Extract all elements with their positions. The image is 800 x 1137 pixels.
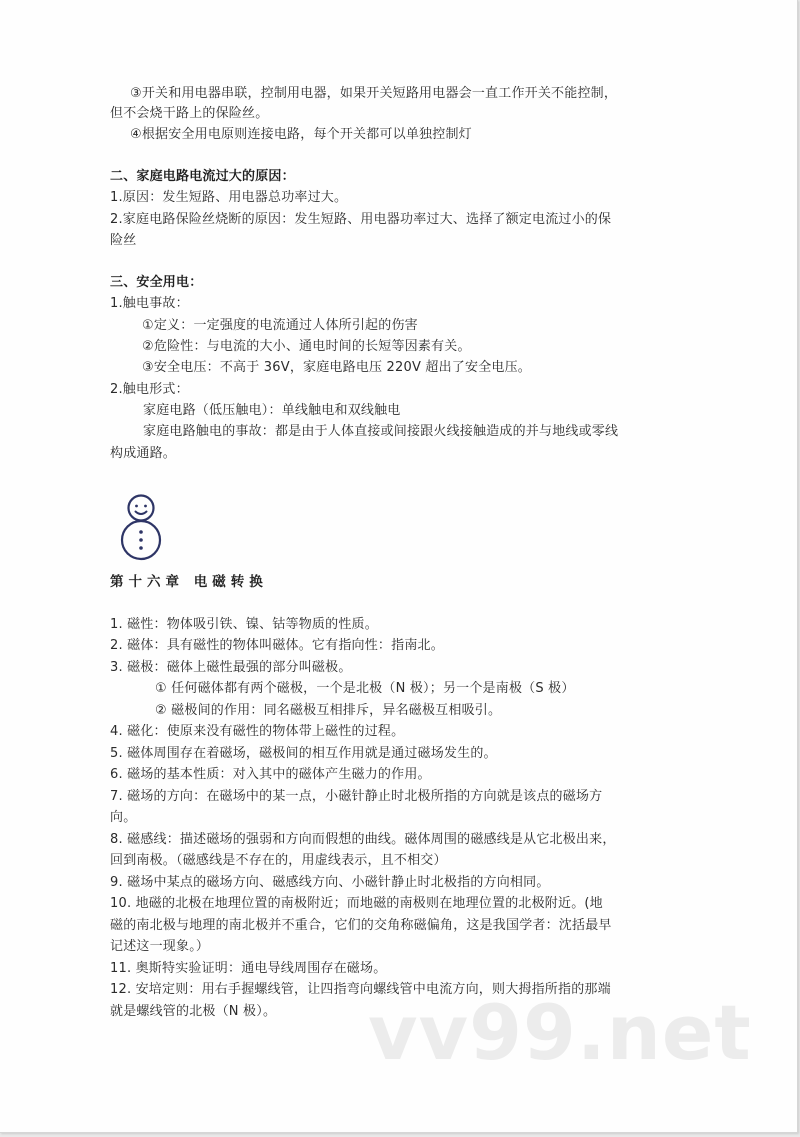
list-item: 5. 磁体周围存在着磁场，磁极间的相互作用就是通过磁场发生的。 bbox=[110, 746, 497, 761]
text-line: 1.原因：发生短路、用电器总功率过大。 bbox=[110, 190, 348, 205]
text-line: 2.家庭电路保险丝烧断的原因：发生短路、用电器功率过大、选择了额定电流过小的保 bbox=[110, 212, 612, 227]
text-line: 家庭电路（低压触电）：单线触电和双线触电 bbox=[143, 403, 401, 418]
list-item: 1. 磁性：物体吸引铁、镍、钴等物质的性质。 bbox=[110, 617, 378, 632]
list-item-continuation: 回到南极。（磁感线是不存在的，用虚线表示，且不相交） bbox=[110, 853, 447, 868]
sub-list-item: ② 磁极间的作用：同名磁极互相排斥，异名磁极互相吸引。 bbox=[155, 703, 502, 718]
list-item: ③安全电压：不高于 36V，家庭电路电压 220V 超出了安全电压。 bbox=[142, 360, 531, 375]
list-item-continuation: 记述这一现象。） bbox=[110, 939, 210, 954]
list-item: ①定义：一定强度的电流通过人体所引起的伤害 bbox=[142, 318, 418, 333]
text-line: 家庭电路触电的事故：都是由于人体直接或间接跟火线接触造成的并与地线或零线 bbox=[143, 424, 619, 439]
text-line: 险丝 bbox=[110, 233, 137, 248]
text-line: 1.触电事故： bbox=[110, 296, 189, 311]
list-item: 9. 磁场中某点的磁场方向、磁感线方向、小磁针静止时北极指的方向相同。 bbox=[110, 875, 550, 890]
text-line: ③开关和用电器串联，控制用电器，如果开关短路用电器会一直工作开关不能控制， bbox=[130, 86, 618, 101]
sub-list-item: ① 任何磁体都有两个磁极，一个是北极（N 极）；另一个是南极（S 极） bbox=[155, 681, 575, 696]
list-item: 11. 奥斯特实验证明：通电导线周围存在磁场。 bbox=[110, 961, 387, 976]
section-heading: 二、家庭电路电流过大的原因： bbox=[110, 169, 295, 184]
text-line: 2.触电形式： bbox=[110, 382, 189, 397]
text-line: 但不会烧干路上的保险丝。 bbox=[110, 106, 269, 121]
watermark: vv99.net bbox=[368, 988, 752, 1077]
list-item: 10. 地磁的北极在地理位置的南极附近；而地磁的南极则在地理位置的北极附近。(地 bbox=[110, 896, 603, 911]
snowman-icon bbox=[118, 488, 164, 562]
list-item: 7. 磁场的方向：在磁场中的某一点，小磁针静止时北极所指的方向就是该点的磁场方 bbox=[110, 789, 603, 804]
list-item-continuation: 磁的南北极与地理的南北极并不重合，它们的交角称磁偏角，这是我国学者：沈括最早 bbox=[110, 918, 612, 933]
list-item: 12. 安培定则：用右手握螺线管，让四指弯向螺线管中电流方向，则大拇指所指的那端 bbox=[110, 982, 611, 997]
list-item: ②危险性：与电流的大小、通电时间的长短等因素有关。 bbox=[142, 339, 471, 354]
text-line: ④根据安全用电原则连接电路，每个开关都可以单独控制灯 bbox=[130, 127, 472, 142]
section-heading: 三、安全用电： bbox=[110, 275, 203, 290]
chapter-title: 第十六章 电磁转换 bbox=[110, 574, 268, 590]
list-item: 2. 磁体：具有磁性的物体叫磁体。它有指向性：指南北。 bbox=[110, 638, 444, 653]
list-item: 6. 磁场的基本性质：对入其中的磁体产生磁力的作用。 bbox=[110, 767, 431, 782]
list-item-continuation: 就是螺线管的北极（N 极）。 bbox=[110, 1004, 277, 1019]
text-line: 构成通路。 bbox=[110, 446, 177, 461]
list-item: 8. 磁感线：描述磁场的强弱和方向而假想的曲线。磁体周围的磁感线是从它北极出来， bbox=[110, 832, 616, 847]
list-item: 4. 磁化：使原来没有磁性的物体带上磁性的过程。 bbox=[110, 724, 405, 739]
list-item: 3. 磁极：磁体上磁性最强的部分叫磁极。 bbox=[110, 660, 352, 675]
list-item-continuation: 向。 bbox=[110, 810, 137, 825]
